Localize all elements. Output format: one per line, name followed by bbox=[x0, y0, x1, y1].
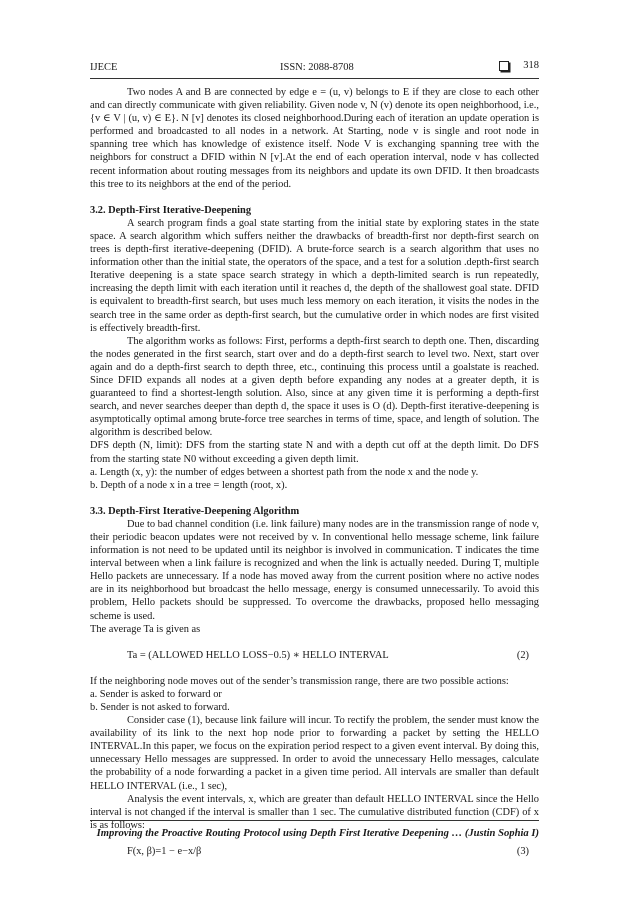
equation-number: (3) bbox=[516, 845, 529, 857]
equation-number: (2) bbox=[516, 649, 529, 661]
page-number-group bbox=[499, 60, 539, 71]
equation-2 bbox=[90, 649, 539, 662]
equation-3 bbox=[90, 845, 539, 858]
article-body bbox=[90, 86, 539, 871]
paragraph: If the neighboring node moves out of the sender’s transmission range, there are two possible actions: bbox=[90, 675, 509, 687]
list-item: b. Depth of a node x in a tree = length (root, x). bbox=[90, 479, 288, 491]
list-item: b. Sender is not asked to forward. bbox=[90, 701, 230, 713]
paragraph: Two nodes A and B are connected by edge e = (u, v) belongs to E if they are close to each other and can directly communicate with given reliability. Given node v, N (v) denote its open neighborhood, i.e., {v ∈ V | (u, v) ∈ E}. N [v] denotes its closed neighborhood.During each of iteration an update operation is performed and broadcasted to all nodes in a network. At Starting, node v is single and root node in spanning tree which has knowledge of existence itself. Node V is exchanging spanning tree with the neighbors for construct a DFID within N [v].At the end of each operation interval, node v has collected recent information about routing messages from its neighbors and update its own DFID. It then broadcasts this tree to its neighbors at the end of the period. bbox=[90, 87, 539, 190]
list-item: a. Sender is asked to forward or bbox=[90, 688, 222, 700]
paragraph: The average Ta is given as bbox=[90, 623, 201, 635]
list-item: a. Length (x, y): the number of edges between a shortest path from the node x and the node y. bbox=[90, 466, 479, 478]
issn-label: ISSN: 2088-8708 bbox=[280, 62, 354, 73]
equation-text: Ta = (ALLOWED HELLO LOSS−0.5) ∗ HELLO INTERVAL bbox=[127, 649, 389, 661]
paragraph: DFS depth (N, limit): DFS from the starting state N and with a depth cut off at the depth limit. Do DFS from the starting state N0 without exceeding a given depth limit. bbox=[90, 440, 539, 465]
journal-name: IJECE bbox=[90, 62, 118, 73]
checkbox-square-icon bbox=[499, 61, 509, 71]
paragraph: The algorithm works as follows: First, performs a depth-first search to depth one. Then, discarding the nodes generated in the first search, start over and do a depth-first search to level two. Next, start over again and do a depth-first search to depth three, etc., continuing this process until a goalstate is reached. Since DFID expands all nodes at a given depth before expanding any nodes at a greater depth, it is guaranteed to find a shortest-length solution. Also, since at any given time it is performing a depth-first search, and never searches deeper than depth d, the space it uses is O (d). Depth-first iterative-deepening is asymptotically optimal among brute-force tree searches in terms of time, space, and length of solution. The algorithm is described below. bbox=[90, 335, 539, 439]
section-heading-3-2: 3.2. Depth-First Iterative-Deepening bbox=[90, 204, 252, 216]
paragraph: Consider case (1), because link failure will incur. To rectify the problem, the sender must know the availability of its link to the next hop node prior to forwarding a packet by setting the HELLO INTERVAL.In this paper, we focus on the expiration period respect to a given event interval. By doing this, unnecessary Hello messages are suppressed. In order to avoid the unnecessary Hello messages, calculate the probability of a node forwarding a packet in a given time period. All intervals are smaller than default HELLO INTERVAL (i.e., 1 sec), bbox=[90, 715, 539, 792]
paragraph: Due to bad channel condition (i.e. link failure) many nodes are in the transmission range of node v, their periodic beacon updates were not received by v. In conventional hello message scheme, link failure information is not need to be updated until its neighbor is involved in communication. T indicates the time interval between when a link failure is recognized and when the link is actually needed. During T, multiple Hello packets are unnecessary. If a node has moved away from the current position where no active nodes are in its neighborhood but broadcast the hello message, energy is consumed unnecessarily. To avoid this problem, Hello packets should be suppressed. To overcome the drawbacks, proposed hello messaging scheme is used. bbox=[90, 518, 539, 622]
page-footer: Improving the Proactive Routing Protocol using Depth First Iterative Deepening … (Justin Sophia I) bbox=[90, 820, 539, 839]
paragraph: Analysis the event intervals, x, which are greater than default HELLO INTERVAL since the Hello interval is not changed if the interval is smaller than 1 sec. The cumulative distributed function (CDF) of x is as follows: bbox=[90, 793, 539, 831]
section-heading-3-3: 3.3. Depth-First Iterative-Deepening Algorithm bbox=[90, 505, 300, 517]
equation-text: F(x, β)=1 − e−x/β bbox=[127, 845, 202, 857]
page-number: 318 bbox=[523, 60, 539, 71]
paragraph: A search program finds a goal state starting from the initial state by exploring states in the state space. A search algorithm which suffers neither the drawbacks of breadth-first nor depth-first search on trees is depth-first iterative-deepening (DFID). A brute-force search is a search algorithm that uses no information other than the initial state, the operators of the space, and a test for a solution .depth-first search Iterative deepening is a state space search strategy in which a depth-limited search is run repeatedly, increasing the depth limit with each iteration until it reaches d, the depth of the shallowest goal state. DFID is equivalent to breadth-first search, but uses much less memory on each iteration, it visits the nodes in the search tree in the same order as depth-first search, but the cumulative order in which nodes are first visited is effectively breadth-first. bbox=[90, 217, 539, 334]
page-header bbox=[90, 60, 539, 79]
